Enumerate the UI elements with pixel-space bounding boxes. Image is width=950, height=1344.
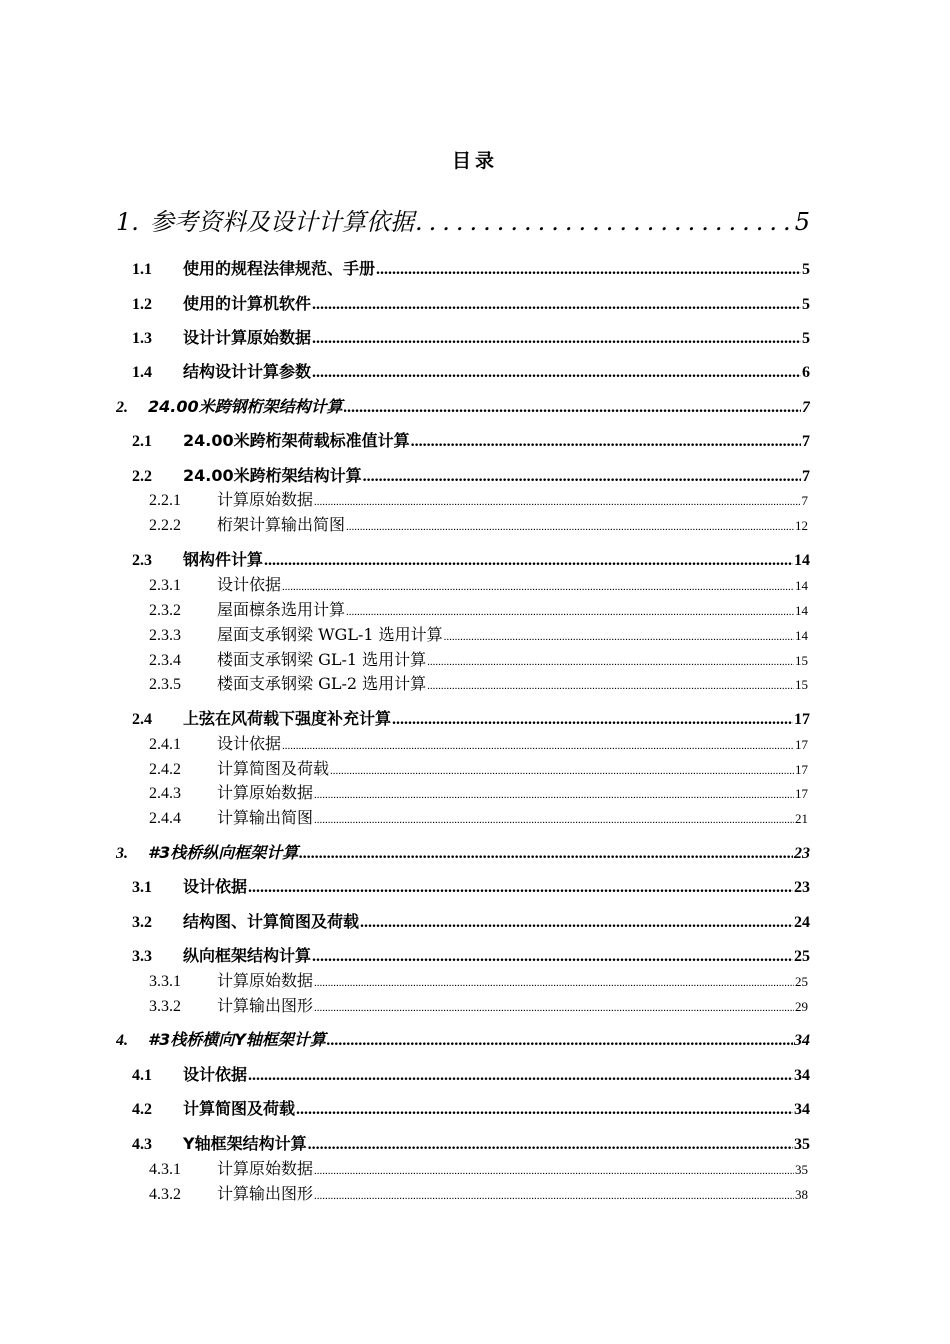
dot-leader: [314, 814, 794, 826]
dot-leader: [363, 468, 801, 486]
toc-section-entry[interactable]: [132, 1062, 810, 1085]
entry-page-number: 7: [802, 468, 810, 485]
entry-number: 2.4: [132, 711, 152, 728]
entry-page-number: 25: [794, 948, 810, 965]
entry-page-number: 25: [795, 974, 808, 989]
entry-number: 2.3.3: [149, 627, 181, 644]
dot-leader: [282, 740, 794, 752]
entry-title: 计算简图及荷载: [183, 1099, 296, 1118]
entry-title: 屋面支承钢梁 WGL-1 选用计算: [217, 625, 443, 644]
toc-section-entry[interactable]: [132, 359, 810, 382]
toc-subsection-entry[interactable]: [149, 780, 808, 803]
entry-title: #3栈桥横向Y轴框架计算: [148, 1030, 326, 1049]
dot-leader: [314, 496, 800, 508]
toc-section-entry[interactable]: [132, 874, 810, 897]
entry-page-number: 29: [795, 999, 808, 1014]
entry-page-number: 34: [794, 1032, 810, 1049]
dot-leader: [427, 656, 794, 668]
entry-title: 计算原始数据: [217, 490, 314, 509]
entry-number: 4.: [116, 1032, 128, 1049]
dot-leader: [427, 680, 794, 692]
dot-leader: [314, 1190, 794, 1202]
dot-leader: [346, 521, 794, 533]
entry-page-number: 17: [794, 711, 810, 728]
entry-number: 1.1: [132, 261, 152, 278]
entry-title: 结构图、计算简图及荷载: [183, 912, 360, 931]
entry-number: 2.2.2: [149, 517, 181, 534]
toc-subsection-entry[interactable]: [149, 1156, 808, 1179]
dot-leader: [312, 296, 801, 314]
entry-title: 24.00米跨钢桁架结构计算: [148, 397, 343, 416]
entry-title: 24.00米跨桁架荷载标准值计算: [183, 431, 410, 450]
toc-chapter-entry[interactable]: [116, 840, 810, 863]
toc-section-entry[interactable]: [132, 325, 810, 348]
entry-number: 2.3.1: [149, 577, 181, 594]
entry-number: 2.1: [132, 433, 152, 450]
dot-leader: [314, 789, 794, 801]
entry-number: 2.4.4: [149, 810, 181, 827]
dot-leader: [444, 631, 794, 643]
dot-leader: [314, 1002, 794, 1014]
entry-number: 2.: [116, 399, 128, 416]
dot-leader: [296, 1101, 793, 1119]
entry-number: 2.3.4: [149, 652, 181, 669]
dot-leader: [330, 765, 794, 777]
entry-number: 4.3.1: [149, 1161, 181, 1178]
entry-page-number: 23: [794, 845, 810, 862]
entry-number: 2.2: [132, 468, 152, 485]
entry-page-number: 15: [795, 653, 808, 668]
dot-leader: [411, 433, 801, 451]
entry-page-number: 5: [802, 261, 810, 278]
entry-title: 计算输出图形: [217, 1184, 314, 1203]
entry-title: 楼面支承钢梁 GL-2 选用计算: [217, 674, 427, 693]
entry-title: 设计依据: [217, 575, 282, 594]
entry-title: 计算简图及荷载: [217, 759, 330, 778]
entry-number: 2.2.1: [149, 492, 181, 509]
entry-number: 2.3.2: [149, 602, 181, 619]
entry-number: 1.4: [132, 364, 152, 381]
entry-page-number: 15: [795, 677, 808, 692]
toc-section-entry[interactable]: [132, 428, 810, 451]
toc-subsection-entry[interactable]: [149, 622, 808, 645]
entry-number: 4.1: [132, 1067, 152, 1084]
entry-number: 3.3.2: [149, 998, 181, 1015]
entry-title: 设计依据: [183, 1065, 248, 1084]
toc-section-entry[interactable]: [132, 463, 810, 486]
entry-title: 设计依据: [183, 877, 248, 896]
toc-chapter-entry[interactable]: [116, 202, 810, 237]
entry-title: 使用的规程法律规范、手册: [183, 259, 376, 278]
entry-title: 设计依据: [217, 734, 282, 753]
entry-page-number: 21: [795, 811, 808, 826]
entry-title: 24.00米跨桁架结构计算: [183, 466, 362, 485]
dot-leader: [312, 364, 801, 382]
toc-subsection-entry[interactable]: [149, 597, 808, 620]
dot-leader: [344, 399, 801, 417]
toc-subsection-entry[interactable]: [149, 756, 808, 779]
entry-page-number: 34: [794, 1101, 810, 1118]
entry-page-number: 7: [801, 493, 808, 508]
entry-title: 计算输出图形: [217, 996, 314, 1015]
entry-number: 4.3.2: [149, 1186, 181, 1203]
toc-section-entry[interactable]: [132, 256, 810, 279]
entry-title: 设计计算原始数据: [183, 328, 312, 347]
dot-leader: [312, 948, 793, 966]
entry-number: 3.3: [132, 948, 152, 965]
toc-subsection-entry[interactable]: [149, 731, 808, 754]
toc-section-entry[interactable]: [132, 706, 810, 729]
entry-page-number: 17: [795, 737, 808, 752]
dot-leader: [360, 914, 793, 932]
dot-leader: [314, 1165, 794, 1177]
dot-leader: [282, 581, 794, 593]
toc-section-entry[interactable]: [132, 1131, 810, 1154]
entry-page-number: 17: [795, 786, 808, 801]
entry-number: 2.3: [132, 552, 152, 569]
toc-subsection-entry[interactable]: [149, 671, 808, 694]
toc-section-entry[interactable]: [132, 547, 810, 570]
entry-title: 桁架计算输出简图: [217, 515, 346, 534]
entry-title: 纵向框架结构计算: [183, 946, 312, 965]
entry-page-number: 5: [802, 296, 810, 313]
entry-page-number: 12: [795, 518, 808, 533]
entry-page-number: 14: [794, 552, 810, 569]
entry-page-number: 34: [794, 1067, 810, 1084]
toc-subsection-entry[interactable]: [149, 993, 808, 1016]
entry-page-number: 5: [802, 330, 810, 347]
entry-number: 3.: [116, 845, 128, 862]
entry-title: 屋面檩条选用计算: [217, 600, 346, 619]
entry-title: #3栈桥纵向框架计算: [148, 843, 299, 862]
toc-section-entry[interactable]: [132, 291, 810, 314]
entry-number: 2.4.3: [149, 785, 181, 802]
entry-page-number: 17: [795, 762, 808, 777]
toc-subsection-entry[interactable]: [149, 647, 808, 670]
entry-page-number: 23: [794, 879, 810, 896]
entry-page-number: 7: [802, 399, 810, 416]
toc-chapter-entry[interactable]: [116, 394, 810, 417]
entry-page-number: 7: [802, 433, 810, 450]
dot-leader: [314, 977, 794, 989]
entry-page-number: 5: [794, 208, 810, 236]
toc-subsection-entry[interactable]: [149, 805, 808, 828]
toc-subsection-entry[interactable]: [149, 512, 808, 535]
entry-number: 2.3.5: [149, 676, 181, 693]
toc-subsection-entry[interactable]: [149, 968, 808, 991]
entry-title: 计算输出简图: [217, 808, 314, 827]
toc-subsection-entry[interactable]: [149, 572, 808, 595]
entry-title: Y轴框架结构计算: [183, 1134, 307, 1153]
entry-number: 1.2: [132, 296, 152, 313]
entry-number: 1.3: [132, 330, 152, 347]
dot-leader: [392, 711, 793, 729]
entry-page-number: 35: [795, 1162, 808, 1177]
dot-leader: [264, 552, 793, 570]
entry-title: 计算原始数据: [217, 1159, 314, 1178]
entry-number: 2.4.2: [149, 761, 181, 778]
entry-title: 使用的计算机软件: [183, 294, 312, 313]
entry-page-number: 6: [802, 364, 810, 381]
entry-title: 计算原始数据: [217, 783, 314, 802]
dot-leader: [308, 1136, 793, 1154]
entry-page-number: 14: [795, 578, 808, 593]
toc-chapter-entry[interactable]: [116, 1027, 810, 1050]
entry-page-number: 38: [795, 1187, 808, 1202]
dot-leader: [376, 261, 801, 279]
entry-number: 3.3.1: [149, 973, 181, 990]
entry-page-number: 14: [795, 603, 808, 618]
dot-leader: [299, 845, 793, 863]
toc-title: 目录: [451, 150, 498, 172]
dot-leader: [248, 879, 793, 897]
entry-title: 楼面支承钢梁 GL-1 选用计算: [217, 650, 427, 669]
entry-number: 3.1: [132, 879, 152, 896]
entry-page-number: 24: [794, 914, 810, 931]
entry-number: 2.4.1: [149, 736, 181, 753]
dot-leader: [346, 606, 794, 618]
toc-section-entry[interactable]: [132, 943, 810, 966]
toc-section-entry[interactable]: [132, 909, 810, 932]
entry-number: 4.3: [132, 1136, 152, 1153]
entry-title: 上弦在风荷载下强度补充计算: [183, 709, 392, 728]
entry-number: 1.: [116, 208, 139, 236]
entry-title: 参考资料及设计计算依据: [150, 208, 414, 236]
dot-leader: [248, 1067, 793, 1085]
entry-title: 结构设计计算参数: [183, 362, 312, 381]
entry-title: 计算原始数据: [217, 971, 314, 990]
dot-leader: [327, 1032, 793, 1050]
entry-title: 钢构件计算: [183, 550, 264, 569]
dot-leader: [312, 330, 801, 348]
toc-section-entry[interactable]: [132, 1096, 810, 1119]
entry-page-number: 35: [794, 1136, 810, 1153]
entry-number: 4.2: [132, 1101, 152, 1118]
toc-subsection-entry[interactable]: [149, 487, 808, 510]
entry-number: 3.2: [132, 914, 152, 931]
entry-page-number: 14: [795, 628, 808, 643]
toc-subsection-entry[interactable]: [149, 1181, 808, 1204]
dot-leader: [415, 208, 794, 236]
